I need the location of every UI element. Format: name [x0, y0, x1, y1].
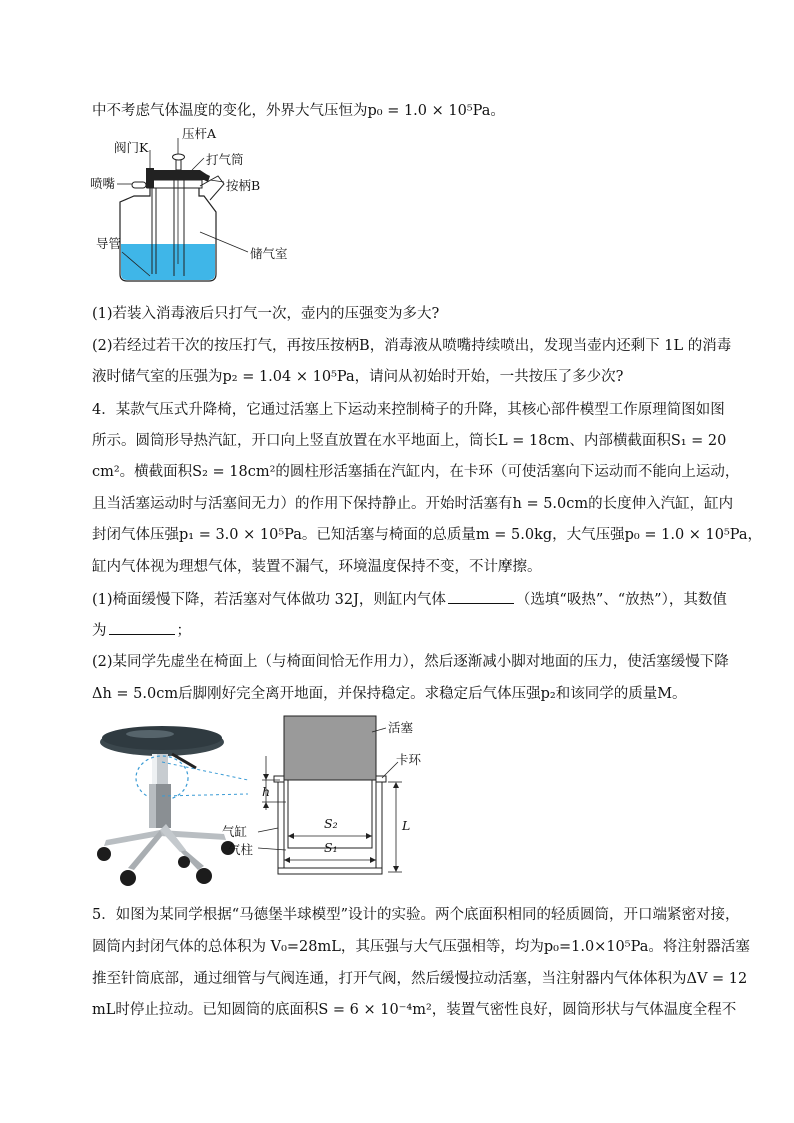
q5-line2: 圆筒内封闭气体的总体积为 V₀=28mL，其压强与大气压强相等，均为p₀=1.0×10⁵Pa。将注射器活塞: [92, 939, 750, 955]
connector-lines: [160, 760, 252, 800]
label-nozzle: 喷嘴: [90, 176, 116, 191]
liquid-fill: [121, 244, 215, 280]
label-s1: S₁: [324, 840, 338, 855]
label-press-rod: 压杆A: [182, 126, 217, 141]
q3-part2-line1: (2)若经过若干次的按压打气，再按压按柄B，消毒液从喷嘴持续喷出，发现当壶内还剩下 1L 的消毒: [92, 338, 732, 354]
label-gas: 气柱: [228, 842, 254, 857]
label-ring: 卡环: [396, 752, 422, 767]
intro-text: 中不考虑气体温度的变化，外界大气压恒为p₀ = 1.0 × 10⁵Pa。: [92, 103, 505, 119]
chair-drawing: [92, 716, 252, 892]
label-cyl: 气缸: [222, 824, 248, 839]
label-pump: 打气筒: [206, 152, 244, 167]
label-s2: S₂: [324, 816, 338, 831]
label-chamber: 储气室: [250, 246, 288, 261]
label-tube: 导管: [96, 236, 122, 251]
q4-part1b-post: ；: [176, 623, 191, 639]
answer-blank-2[interactable]: [109, 620, 175, 635]
q5-line4: mL时停止拉动。已知圆筒的底面积S = 6 × 10⁻⁴m²，装置气密性良好，圆筒形状与气体温度全程不: [92, 1002, 737, 1018]
label-valve: 阀门K: [114, 140, 149, 155]
q4-part2-line2: Δh = 5.0cm后脚刚好完全离开地面，并保持稳定。求稳定后气体压强p₂和该同学的质量M。: [92, 686, 687, 702]
q4-part2-line1: (2)某同学先虚坐在椅面上（与椅面间恰无作用力），然后逐渐减小脚对地面的压力，使活塞缓慢下降: [92, 654, 729, 670]
label-handle: 按柄B: [226, 178, 261, 193]
cylinder-drawing: [250, 710, 430, 890]
q4-part1-pre: (1)椅面缓慢下降，若活塞对气体做功 32J，则缸内气体: [92, 592, 446, 608]
q4-line4: 且当活塞运动时与活塞间无力）的作用下保持静止。开始时活塞有h = 5.0cm的长度伸入汽缸，缸内: [92, 496, 734, 512]
chair-photo: [92, 716, 252, 892]
q4-part1-line2: [92, 620, 191, 641]
q3-part2-line2: 液时储气室的压强为p₂ = 1.04 × 10⁵Pa，请问从初始时开始，一共按压了多少次?: [92, 369, 624, 385]
q4-part1-line1: [92, 589, 727, 610]
q4-line3: cm²。横截面积S₂ = 18cm²的圆柱形活塞插在汽缸内，在卡环（可使活塞向下运动而不能向上运动，: [92, 464, 740, 480]
q5-line3: 推至针筒底部，通过细管与气阀连通，打开气阀，然后缓慢拉动活塞，当注射器内气体体积为ΔV = 12: [92, 971, 748, 987]
q4-line5: 封闭气体压强p₁ = 3.0 × 10⁵Pa。已知活塞与椅面的总质量m = 5.0kg，大气压强p₀ = 1.0 × 10⁵Pa，: [92, 527, 763, 543]
q4-line6: 缸内气体视为理想气体，装置不漏气，环境温度保持不变，不计摩擦。: [92, 559, 542, 575]
q3-part1: (1)若装入消毒液后只打气一次，壶内的压强变为多大?: [92, 306, 440, 322]
answer-blank-1[interactable]: [448, 589, 514, 604]
q4-part1-post: （选填“吸热”、“放热”），其数值: [515, 592, 727, 608]
q4-line1: 4．某款气压式升降椅，它通过活塞上下运动来控制椅子的升降，其核心部件模型工作原理简图如图: [92, 402, 725, 418]
label-L: L: [402, 818, 411, 833]
label-piston: 活塞: [388, 720, 414, 735]
label-h: h: [262, 784, 271, 799]
sprayer-diagram: [92, 124, 302, 294]
q5-line1: 5．如图为某同学根据“马德堡半球模型”设计的实验。两个底面积相同的轻质圆筒，开口端紧密对接，: [92, 907, 740, 923]
q4-line2: 所示。圆筒形导热汽缸，开口向上竖直放置在水平地面上，筒长L = 18cm、内部横截面积S₁ = 20: [92, 433, 727, 449]
q4-part1b-pre: 为: [92, 623, 107, 639]
cylinder-diagram: [222, 710, 430, 890]
